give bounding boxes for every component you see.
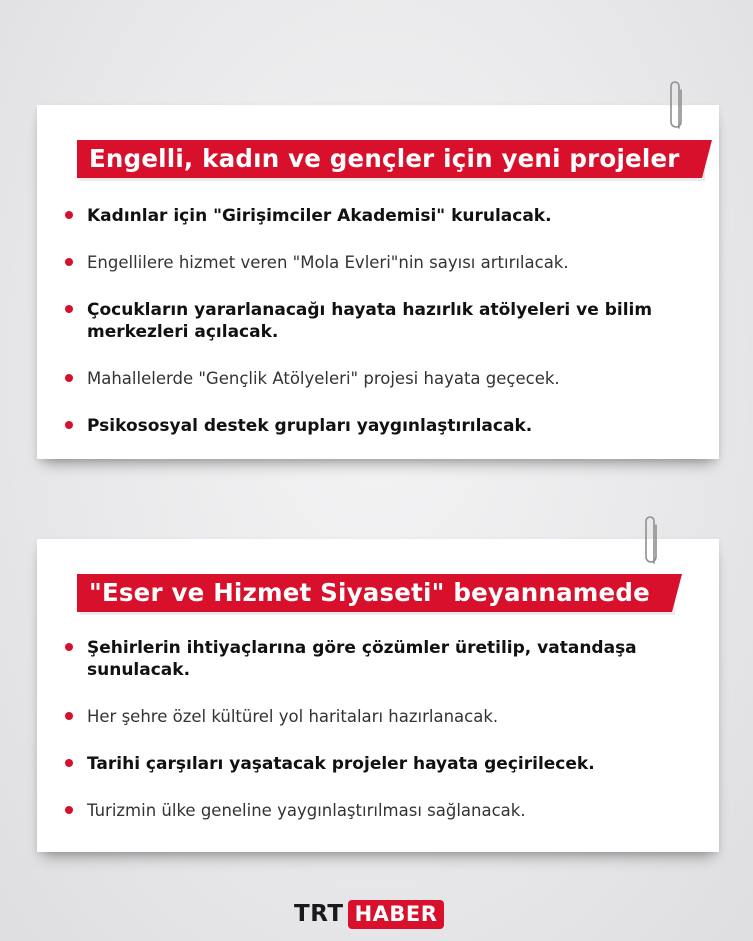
list-item-text: Çocukların yararlanacağı hayata hazırlık atölyeleri ve bilim merkezleri açılacak. <box>87 300 653 342</box>
info-card-2 <box>37 539 719 852</box>
bullet-icon <box>65 421 73 429</box>
list-item-text: Psikososyal destek grupları yaygınlaştırılacak. <box>87 416 533 436</box>
list-item-text: Engellilere hizmet veren "Mola Evleri"nin sayısı artırılacak. <box>87 253 569 272</box>
bullet-icon <box>65 258 73 266</box>
list-item-text: Tarihi çarşıları yaşatacak projeler hayata geçirilecek. <box>87 754 595 774</box>
list-item <box>61 753 695 775</box>
bullet-icon <box>65 759 73 767</box>
list-item <box>61 299 695 343</box>
section-heading: Engelli, kadın ve gençler için yeni projeler <box>77 140 702 178</box>
logo-trt-text: TRT <box>294 901 344 927</box>
bullet-icon <box>65 806 73 814</box>
list-item <box>61 252 695 274</box>
list-item-text: Kadınlar için "Girişimciler Akademisi" kurulacak. <box>87 206 552 226</box>
info-card-1 <box>37 105 719 459</box>
list-item-text: Şehirlerin ihtiyaçlarına göre çözümler üretilip, vatandaşa sunulacak. <box>87 638 637 680</box>
bullet-list <box>61 637 695 847</box>
list-item <box>61 205 695 227</box>
paperclip-icon <box>643 513 659 567</box>
bullet-icon <box>65 712 73 720</box>
list-item-text: Mahallelerde "Gençlik Atölyeleri" projesi hayata geçecek. <box>87 369 560 388</box>
bullet-icon <box>65 211 73 219</box>
list-item <box>61 706 695 728</box>
list-item-text: Turizmin ülke geneline yaygınlaştırılması sağlanacak. <box>87 801 526 820</box>
list-item-text: Her şehre özel kültürel yol haritaları hazırlanacak. <box>87 707 499 726</box>
bullet-icon <box>65 643 73 651</box>
list-item <box>61 415 695 437</box>
list-item <box>61 800 695 822</box>
bullet-icon <box>65 305 73 313</box>
logo-haber-text: HABER <box>348 900 445 929</box>
trt-haber-logo <box>294 899 444 929</box>
bullet-list <box>61 205 695 462</box>
list-item <box>61 637 695 681</box>
list-item <box>61 368 695 390</box>
paperclip-icon <box>668 78 684 132</box>
section-heading: "Eser ve Hizmet Siyaseti" beyannamede <box>77 574 672 612</box>
bullet-icon <box>65 374 73 382</box>
